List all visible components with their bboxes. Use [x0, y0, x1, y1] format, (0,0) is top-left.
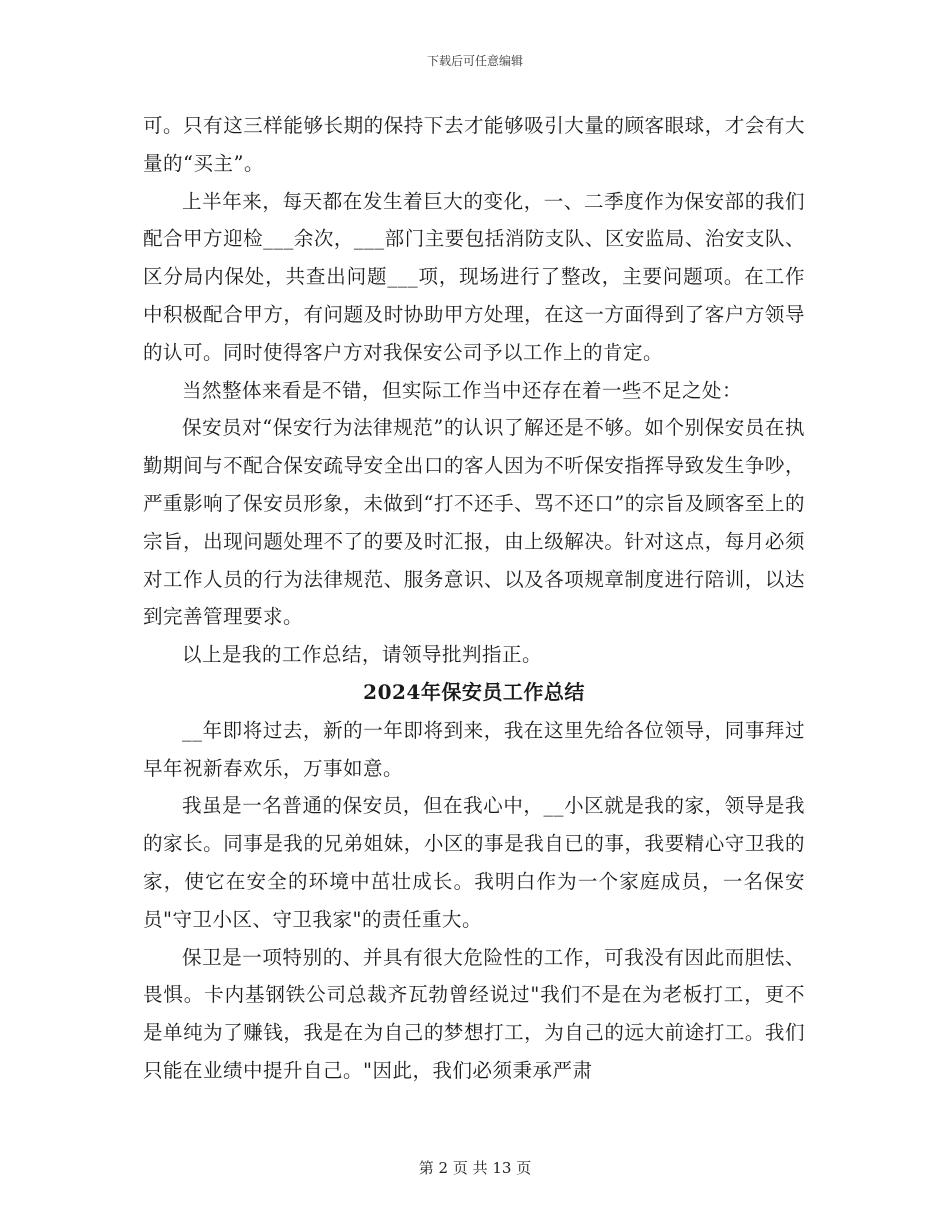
document-body: [143, 107, 805, 1090]
paragraph-home-community: 我虽是一名普通的保安员，但在我心中，__小区就是我的家，领导是我的家长。同事是我的兄弟姐妹，小区的事是我自已的事，我要精心守卫我的家，使它在安全的环境中茁壮成长。我明白作为一个家庭成员，一名保安员"守卫小区、守卫我家"的责任重大。: [143, 794, 805, 931]
paragraph-new-year: __年即将过去，新的一年即将到来，我在这里先给各位领导，同事拜过早年祝新春欢乐，万事如意。: [143, 718, 805, 780]
page-footer: 第 2 页 共 13 页: [418, 1159, 532, 1177]
section-heading: 2024年保安员工作总结: [363, 679, 585, 704]
paragraph-shortcomings-intro: 当然整体来看是不错，但实际工作当中还存在着一些不足之处：: [182, 378, 743, 402]
paragraph-continuation: 可。只有这三样能够长期的保持下去才能够吸引大量的顾客眼球，才会有大量的“买主”。: [143, 114, 805, 175]
paragraph-security-duty: 保卫是一项特别的、并具有很大危险性的工作，可我没有因此而胆怯、畏惧。卡内基钢铁公司总裁齐瓦勃曾经说过"我们不是在为老板打工，更不是单纯为了赚钱，我是在为自己的梦想打工，为自己的远大前途打工。我们只能在业绩中提升自己。"因此，我们必须秉承严肃: [143, 945, 805, 1082]
paragraph-shortcomings-detail: 保安员对“保安行为法律规范”的认识了解还是不够。如个别保安员在执勤期间与不配合保安疏导安全出口的客人因为不听保安指挥导致发生争吵，严重影响了保安员形象，未做到“打不还手、骂不还口”的宗旨及顾客至上的宗旨，出现问题处理不了的要及时汇报，由上级解决。针对这点，每月必须对工作人员的行为法律规范、服务意识、以及各项规章制度进行陪训，以达到完善管理要求。: [143, 416, 805, 629]
paragraph-first-half-summary: 上半年来，每天都在发生着巨大的变化，一、二季度作为保安部的我们配合甲方迎检___余次，___部门主要包括消防支队、区安监局、治安支队、区分局内保处，共查出问题___项，现场进行了整改，主要问题项。在工作中积极配合甲方，有问题及时协助甲方处理，在这一方面得到了客户方领导的认可。同时使得客户方对我保安公司予以工作上的肯定。: [143, 189, 805, 364]
page-header: 下载后可任意编辑: [426, 54, 523, 68]
paragraph-closing: 以上是我的工作总结，请领导批判指正。: [182, 643, 543, 667]
